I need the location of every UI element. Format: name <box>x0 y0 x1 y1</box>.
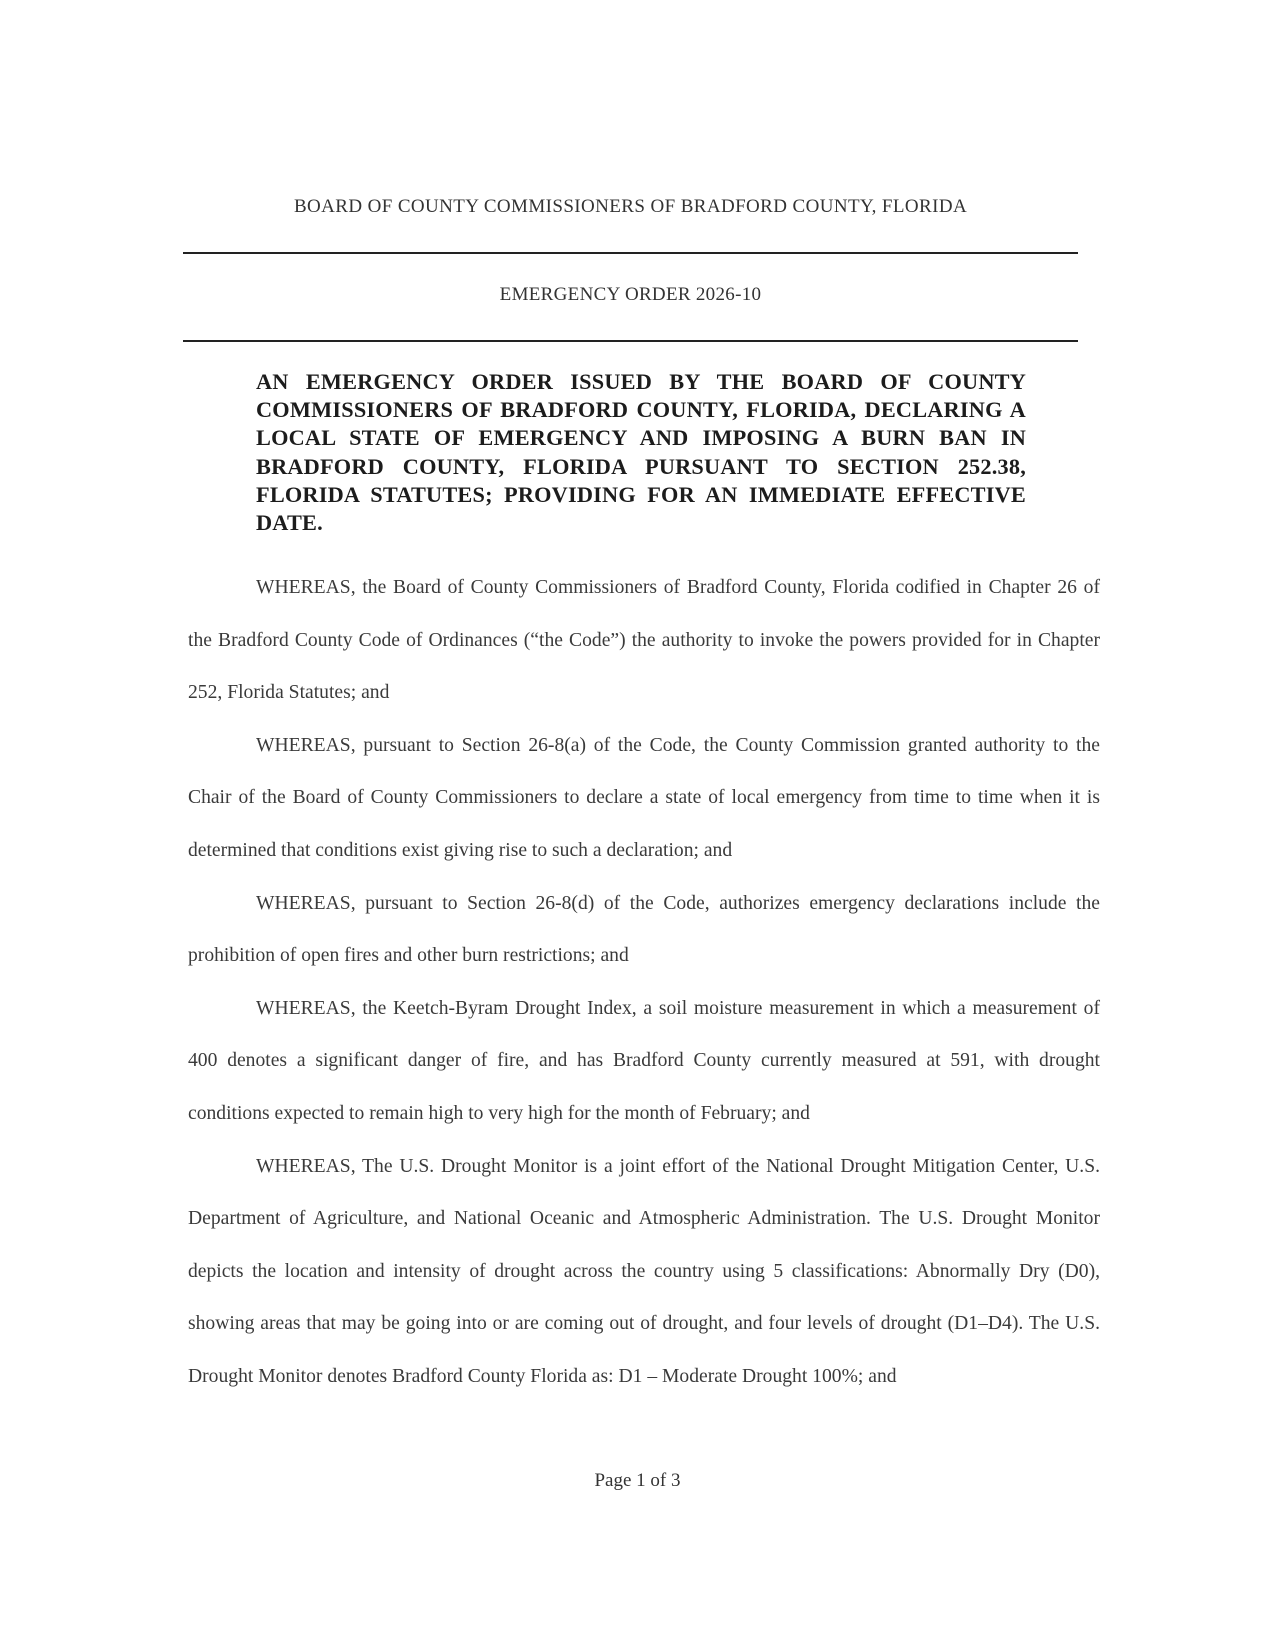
order-number: EMERGENCY ORDER 2026-10 <box>499 284 762 305</box>
order-body <box>188 562 1100 1404</box>
header-divider-top <box>183 252 1078 254</box>
whereas-paragraph-3: WHEREAS, pursuant to Section 26-8(d) of the Code, authorizes emergency declarations include the prohibition of open fires and other burn restrictions; and <box>188 892 1100 967</box>
header-divider-bottom <box>183 340 1078 342</box>
whereas-paragraph-1: WHEREAS, the Board of County Commissioners of Bradford County, Florida codified in Chapter 26 of the Bradford County Code of Ordinances (“the Code”) the authority to invoke the powers provided for in Chapter 252, Florida Statutes; and <box>188 577 1100 704</box>
whereas-paragraph-4: WHEREAS, the Keetch-Byram Drought Index, a soil moisture measurement in which a measurement of 400 denotes a significant danger of fire, and has Bradford County currently measured at 591, with drought conditions expected to remain high to very high for the month of February; and <box>188 997 1100 1124</box>
page-number: Page 1 of 3 <box>594 1470 681 1491</box>
order-heading: AN EMERGENCY ORDER ISSUED BY THE BOARD OF COUNTY COMMISSIONERS OF BRADFORD COUNTY, FLORIDA, DECLARING A LOCAL STATE OF EMERGENCY AND IMPOSING A BURN BAN IN BRADFORD COUNTY, FLORIDA PURSUANT TO SECTION 252.38, FLORIDA STATUTES; PROVIDING FOR AN IMMEDIATE EFFECTIVE DATE. <box>256 369 1026 536</box>
board-title: BOARD OF COUNTY COMMISSIONERS OF BRADFORD COUNTY, FLORIDA <box>293 196 968 217</box>
whereas-paragraph-5: WHEREAS, The U.S. Drought Monitor is a joint effort of the National Drought Mitigation Center, U.S. Department of Agriculture, and National Oceanic and Atmospheric Administration. The U.S. Drought Monitor depicts the location and intensity of drought across the country using 5 classifications: Abnormally Dry (D0), showing areas that may be going into or are coming out of drought, and four levels of drought (D1–D4). The U.S. Drought Monitor denotes Bradford County Florida as: D1 – Moderate Drought 100%; and <box>188 1155 1100 1387</box>
whereas-paragraph-2: WHEREAS, pursuant to Section 26-8(a) of the Code, the County Commission granted authority to the Chair of the Board of County Commissioners to declare a state of local emergency from time to time when it is determined that conditions exist giving rise to such a declaration; and <box>188 734 1100 861</box>
